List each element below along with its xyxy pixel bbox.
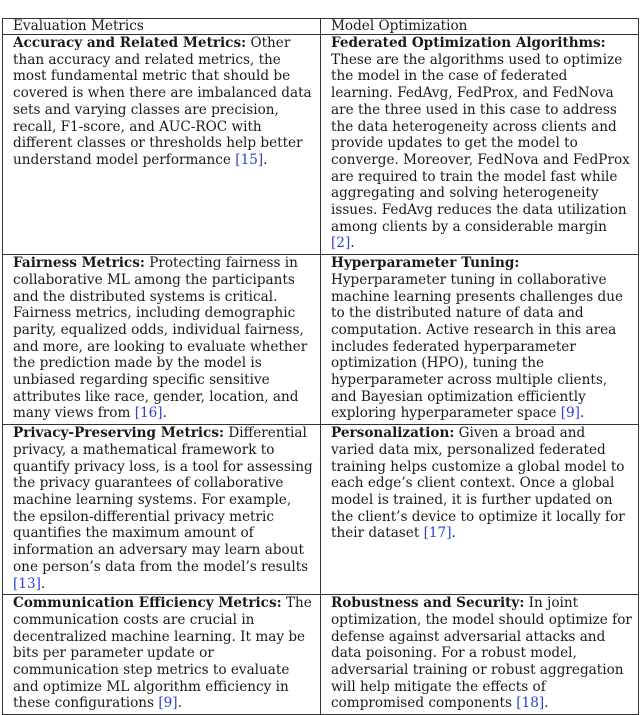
cell-text: Hyperparameter tuning in collaborative machine learning presents challenges due to the distributed nature of data and computation. Active research in this area includes federated hyperparameter optimization (HPO), tuning the hyperparameter across multiple clients, and Bayesian optimization efficiently exploring hyperparameter space [331, 271, 624, 422]
cell-text: Given a broad and varied data mix, personalized federated training helps customize a global model to each edge’s client context. Once a global model is trained, it is further updated on the client’s device to optimize it locally for their dataset [331, 425, 625, 542]
table-row [3, 425, 639, 595]
cell-term: Communication Efficiency Metrics: [13, 595, 282, 612]
cell-text: Other than accuracy and related metrics, the most fundamental metric that should be covered is when there are imbalanced data sets and varying classes are precision, recall, F1-score, and AUC-ROC with different classes or thresholds help better understand model performance [13, 35, 312, 168]
header-model-optimization: Model Optimization [321, 19, 639, 35]
cell-term: Robustness and Security: [331, 595, 525, 612]
table-row [3, 595, 639, 715]
cell-communication-metrics [3, 595, 321, 715]
cell-term: Accuracy and Related Metrics: [13, 35, 247, 51]
header-evaluation-metrics: Evaluation Metrics [3, 19, 321, 35]
comparison-table [2, 18, 639, 715]
cell-term: Privacy-Preserving Metrics: [13, 425, 225, 442]
cell-federated-optimization [321, 35, 639, 255]
cell-end: . [544, 695, 549, 712]
cell-robustness-security [321, 595, 639, 715]
cell-end: . [451, 525, 456, 542]
cell-end: . [263, 151, 268, 168]
cell-end: . [579, 405, 585, 422]
header-row [3, 19, 639, 35]
citation-link[interactable]: [15] [235, 151, 264, 168]
table-caption-remnant [0, 0, 640, 6]
cell-privacy-metrics [3, 425, 321, 595]
cell-term: Personalization: [331, 425, 455, 442]
citation-link[interactable]: [13] [13, 575, 41, 592]
cell-term: Fairness Metrics: [13, 255, 145, 272]
cell-text: These are the algorithms used to optimize the model in the case of federated learning. FedAvg, FedProx, and FedNova are the three used in this case to address the data heterogeneity across clients and provide updates to get the model to converge. Moreover, FedNova and FedProx are required to train the model fast while aggregating and solving heterogeneity issues. FedAvg reduces the data utilization among clients by a considerable margin [331, 51, 630, 235]
citation-link[interactable]: [18] [516, 695, 545, 712]
cell-end: . [162, 405, 167, 422]
citation-link[interactable]: [9] [158, 695, 178, 712]
cell-end: . [40, 575, 46, 592]
cell-text: Protecting fairness in collaborative ML among the participants and the distributed systems is critical. Fairness metrics, including demographic parity, equalized odds, individual fairness, and more, are looking to evaluate whether the prediction made by the model is unbiased regarding specific sensitive attributes like race, gender, location, and many views from [13, 255, 308, 422]
cell-term: Federated Optimization Algorithms: [331, 35, 606, 51]
table-row [3, 255, 639, 425]
table-row [3, 35, 639, 255]
cell-end: . [350, 235, 355, 252]
cell-term: Hyperparameter Tuning: [331, 255, 520, 272]
cell-end: . [177, 695, 182, 712]
cell-accuracy-metrics [3, 35, 321, 255]
cell-personalization [321, 425, 639, 595]
cell-text: Differential privacy, a mathematical framework to quantify privacy loss, is a tool for assessing the privacy guarantees of collaborative machine learning systems. For example, the epsilon-differential privacy metric quantifies the maximum amount of information an adversary may learn about one person’s data from the model’s results [13, 425, 313, 575]
cell-text: The communication costs are crucial in decentralized machine learning. It may be bits per parameter update or communication step metrics to evaluate and optimize ML algorithm efficiency in these configurations [13, 595, 312, 712]
citation-link[interactable]: [16] [134, 405, 163, 422]
cell-text: In joint optimization, the model should optimize for defense against adversarial attacks and data poisoning. For a robust model, adversarial training or robust aggregation will help mitigate the effects of compromised components [331, 595, 632, 712]
cell-fairness-metrics [3, 255, 321, 425]
cell-hyperparameter-tuning [321, 255, 639, 425]
citation-link[interactable]: [9] [560, 405, 580, 422]
citation-link[interactable]: [2] [331, 235, 351, 252]
citation-link[interactable]: [17] [423, 525, 452, 542]
